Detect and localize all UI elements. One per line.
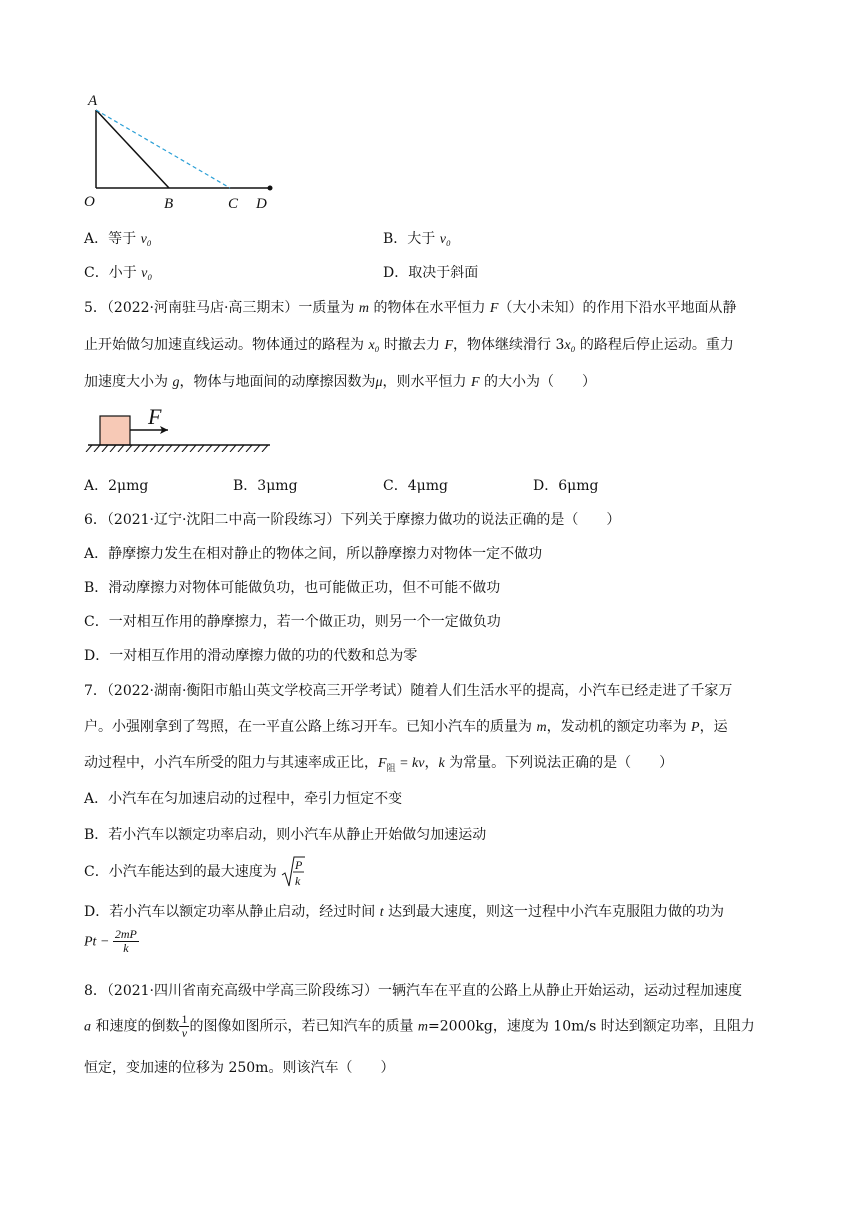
- q6-option-a[interactable]: A．静摩擦力发生在相对静止的物体之间，所以静摩擦力对物体一定不做功: [84, 546, 543, 562]
- label-d: D: [256, 196, 267, 212]
- label-c: C: [228, 196, 239, 212]
- q4-option-d[interactable]: D．取决于斜面: [383, 265, 479, 281]
- q7-option-b[interactable]: B．若小汽车以额定功率启动，则小汽车从静止开始做匀加速运动: [84, 827, 487, 843]
- q4-option-b-text: B．大于: [383, 231, 440, 247]
- force-label: F: [148, 404, 162, 429]
- q5-option-a[interactable]: A．2μmg: [84, 478, 149, 494]
- q7-stem-line1: 7．（2022·湖南·衡阳市船山英文学校高三开学考试）随着人们生活水平的提高，小汽车已经走进了千家万: [84, 683, 733, 699]
- q7-option-c-text: C．小汽车能达到的最大速度为: [84, 864, 277, 880]
- incline-figure: [80, 88, 280, 213]
- svg-text:k: k: [295, 874, 301, 888]
- q8-stem-line1: 8．（2021·四川省南充高级中学高三阶段练习）一辆汽车在平直的公路上从静止开始运动，运动过程加速度: [84, 983, 742, 999]
- q6-option-c[interactable]: C．一对相互作用的静摩擦力，若一个做正功，则另一个一定做负功: [84, 614, 501, 630]
- q5-stem-line2: 止开始做匀加速直线运动。物体通过的路程为 x₀ 时撤去力 F，物体继续滑行 3x₀ 的路程后停止运动。重力: [84, 337, 734, 353]
- q7-option-d[interactable]: D．若小汽车以额定功率从静止启动，经过时间 t 达到最大速度，则这一过程中小汽车克服阻力做的功为: [84, 904, 725, 920]
- q4-option-c[interactable]: [84, 262, 152, 282]
- q4-option-b[interactable]: [383, 228, 451, 248]
- label-b: B: [164, 196, 174, 212]
- block-force-figure: [84, 402, 274, 452]
- q4-option-c-var: v₀: [141, 266, 153, 281]
- q6-option-d[interactable]: D．一对相互作用的滑动摩擦力做的功的代数和总为零: [84, 648, 418, 664]
- one-over-v-fraction: $\frac{1}{v}$: [181, 1012, 188, 1040]
- q4-option-a-text: A．等于: [84, 231, 141, 247]
- q4-option-a[interactable]: [84, 228, 152, 248]
- q5-stem-line3: 加速度大小为 g，物体与地面间的动摩擦因数为μ，则水平恒力 F 的大小为（ ）: [84, 374, 596, 390]
- q6-stem: 6．（2021·辽宁·沈阳二中高一阶段练习）下列关于摩擦力做功的说法正确的是（ ）: [84, 512, 621, 528]
- q4-option-a-var: v₀: [140, 232, 152, 247]
- q8-stem-line2: a 和速度的倒数 $\frac{1}{v}$ 的图像如图所示，若已知汽车的质量 m=2000kg，速度为 10m/s 时达到额定功率，且阻力: [84, 1012, 755, 1040]
- q5-stem-line1: 5．（2022·河南驻马店·高三期末）一质量为 m 的物体在水平恒力 F（大小未知）的作用下沿水平地面从静: [84, 300, 737, 316]
- q7-stem-line2: 户。小强刚拿到了驾照，在一平直公路上练习开车。已知小汽车的质量为 m，发动机的额定功率为 P，运: [84, 719, 728, 735]
- q7-option-d-formula: Pt − $\frac{2mP}{k}$: [84, 927, 137, 955]
- sqrt-expression: [281, 855, 305, 889]
- label-a: A: [88, 93, 98, 109]
- q8-stem-line3: 恒定，变加速的位移为 250m。则该汽车（ ）: [84, 1060, 395, 1076]
- svg-text:P: P: [295, 858, 303, 872]
- q7-option-a[interactable]: A．小汽车在匀加速启动的过程中，牵引力恒定不变: [84, 791, 403, 807]
- q4-option-c-text: C．小于: [84, 265, 142, 281]
- q5-option-b[interactable]: B．3μmg: [233, 478, 298, 494]
- q4-option-b-var: v₀: [439, 232, 451, 247]
- q5-option-d[interactable]: D．6μmg: [533, 478, 599, 494]
- q5-option-c[interactable]: C．4μmg: [383, 478, 448, 494]
- label-o: O: [84, 194, 95, 210]
- q7-option-c[interactable]: [84, 855, 305, 889]
- q6-option-b[interactable]: B．滑动摩擦力对物体可能做负功，也可能做正功，但不可能不做功: [84, 580, 501, 596]
- q7-stem-line3: 动过程中，小汽车所受的阻力与其速率成正比，$F_阻$ = kv，k 为常量。下列说法正确的是（ ）: [84, 755, 674, 774]
